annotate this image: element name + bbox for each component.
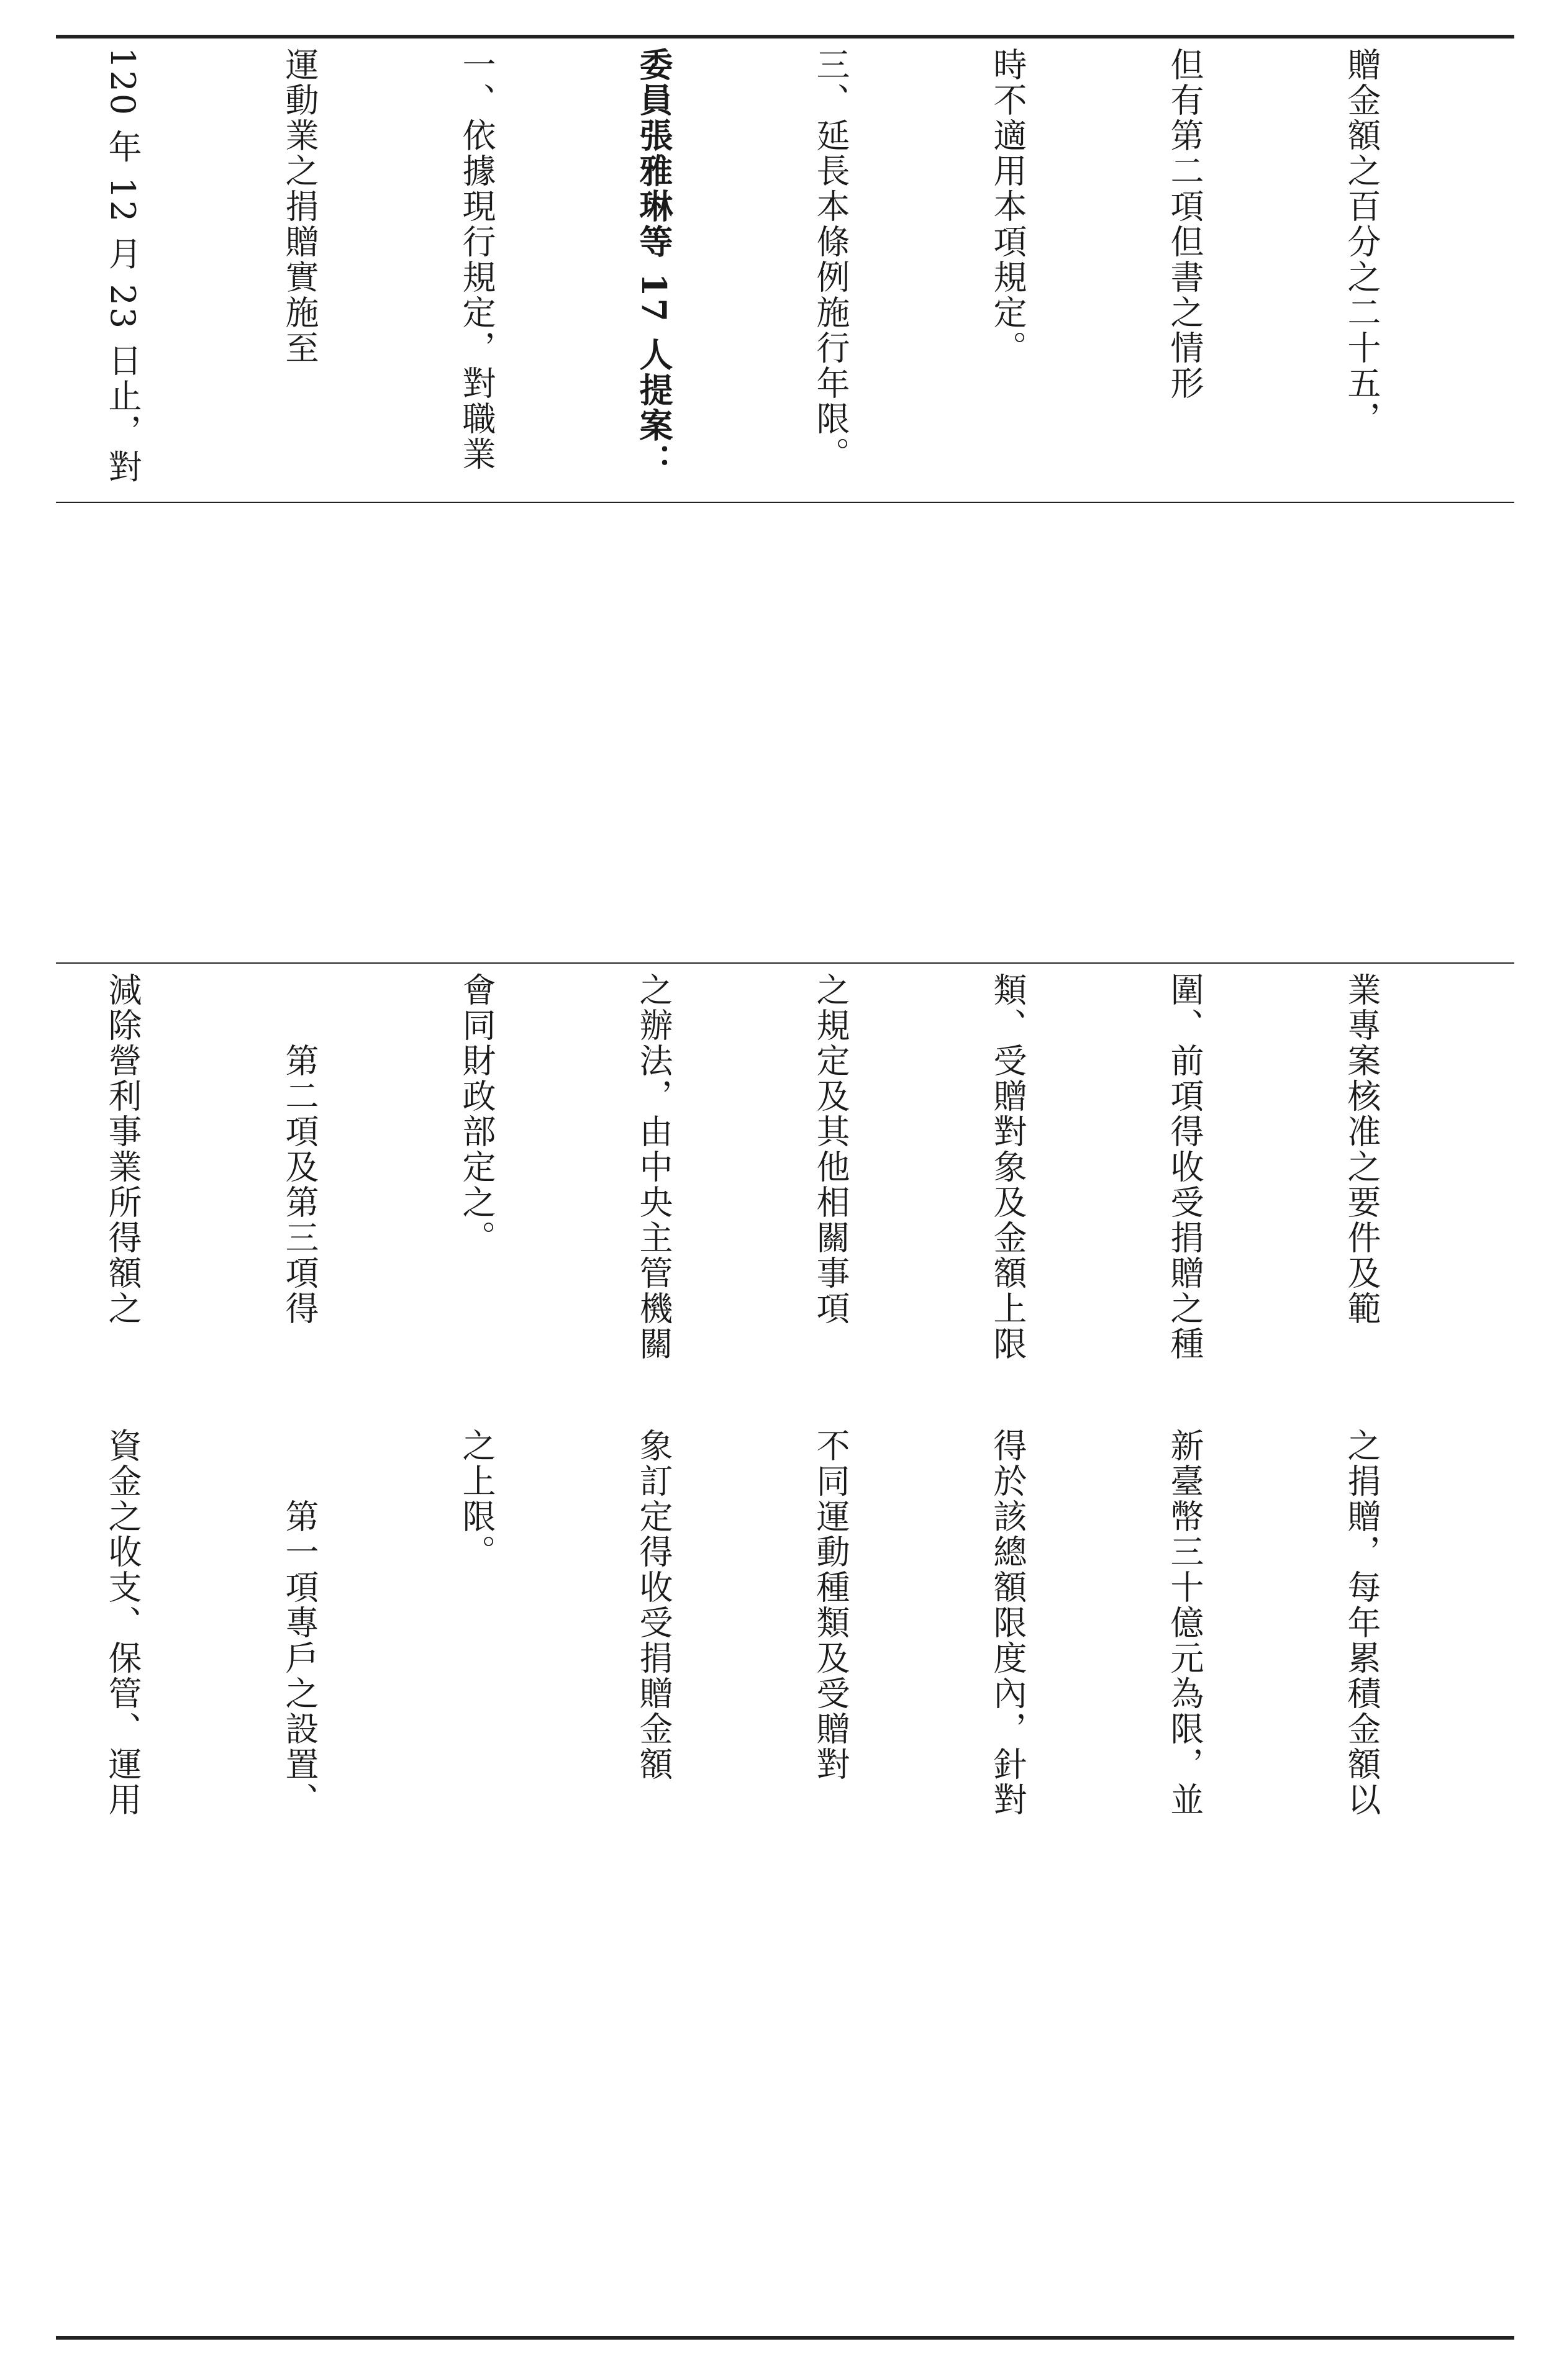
- proposal-heading: 委員張雅琳等 17 人提案：: [634, 47, 674, 479]
- text-line: 第二項及第三項得: [280, 972, 319, 1326]
- text-line: 120 年 12 月 23 日止，對: [103, 47, 142, 485]
- top-text-block: [56, 47, 1509, 494]
- text-line: 類、受贈對象及金額上限: [988, 972, 1027, 1362]
- text-line: 第一項專戶之設置、: [280, 1428, 319, 1817]
- top-rule: [56, 35, 1514, 38]
- text-line: 業專案核准之要件及範: [1342, 972, 1381, 1326]
- text-line: 得於該總額限度內，針對: [988, 1428, 1027, 1817]
- bottom-rule: [56, 2336, 1514, 2340]
- text-line: 之辦法，由中央主管機關: [634, 972, 673, 1362]
- text-line: 之捐贈，每年累積金額以: [1342, 1428, 1381, 1817]
- text-line: 但有第二項但書之情形: [1165, 47, 1204, 401]
- text-line: 時不適用本項規定。: [988, 47, 1027, 366]
- text-line: 之上限。: [457, 1428, 496, 1570]
- divider-1: [56, 502, 1514, 503]
- text-line: 一、依據現行規定，對職業: [457, 47, 496, 472]
- text-line: 三、延長本條例施行年限。: [811, 47, 850, 472]
- text-line: 不同運動種類及受贈對: [811, 1428, 850, 1782]
- bottom-text-block: [56, 1428, 1509, 2328]
- text-line: 新臺幣三十億元為限，並: [1165, 1428, 1204, 1817]
- divider-2: [56, 962, 1514, 964]
- text-line: 資金之收支、保管、運用: [103, 1428, 142, 1817]
- text-line: 贈金額之百分之二十五，: [1342, 47, 1381, 437]
- text-line: 減除營利事業所得額之: [103, 972, 142, 1326]
- text-line: 運動業之捐贈實施至: [280, 47, 319, 366]
- text-line: 圍、前項得收受捐贈之種: [1165, 972, 1204, 1362]
- text-line: 會同財政部定之。: [457, 972, 496, 1256]
- text-line: 之規定及其他相關事項: [811, 972, 850, 1326]
- text-line: 象訂定得收受捐贈金額: [634, 1428, 673, 1782]
